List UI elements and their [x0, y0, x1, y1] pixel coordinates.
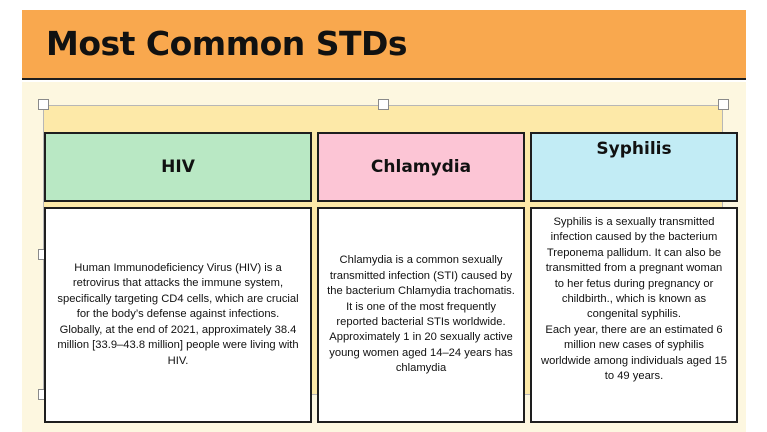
syphilis-description: Syphilis is a sexually transmitted infection caused by the bacterium Treponema pallidum. It can also be transmitted from a pregnant woman to her fetus during pregnancy or childbirth., which is known as congenital syphilis. Each year, there are an estimated 6 million new cases of syphilis worldwide among individuals aged 15 to 49 years. [541, 216, 727, 383]
resize-handle-top-center[interactable] [378, 99, 389, 110]
hiv-description-box [44, 207, 312, 423]
chlamydia-description: Chlamydia is a common sexually transmitted infection (STI) caused by the bacterium Chlamydia trachomatis. It is one of the most frequently reported bacterial STIs worldwide. Approximately 1 in 20 sexually active young women aged 14–24 years has chlamydia [327, 254, 515, 375]
hiv-heading: HIV [161, 157, 195, 177]
resize-handle-top-left[interactable] [38, 99, 49, 110]
chlamydia-heading-box [317, 132, 525, 202]
syphilis-heading-box [530, 132, 738, 202]
syphilis-description-box [530, 207, 738, 423]
hiv-heading-box [44, 132, 312, 202]
title-banner [22, 10, 746, 80]
resize-handle-top-right[interactable] [718, 99, 729, 110]
hiv-description: Human Immunodeficiency Virus (HIV) is a retrovirus that attacks the immune system, specifically targeting CD4 cells, which are crucial for the body’s defense against infections. Globally, at the end of 2021, approximately 38.4 million [33.9–43.8 million] people were living with HIV. [57, 262, 299, 367]
syphilis-heading: Syphilis [596, 139, 672, 159]
page-title: Most Common STDs [46, 24, 408, 63]
chlamydia-heading: Chlamydia [370, 157, 472, 177]
chlamydia-description-box [317, 207, 525, 423]
